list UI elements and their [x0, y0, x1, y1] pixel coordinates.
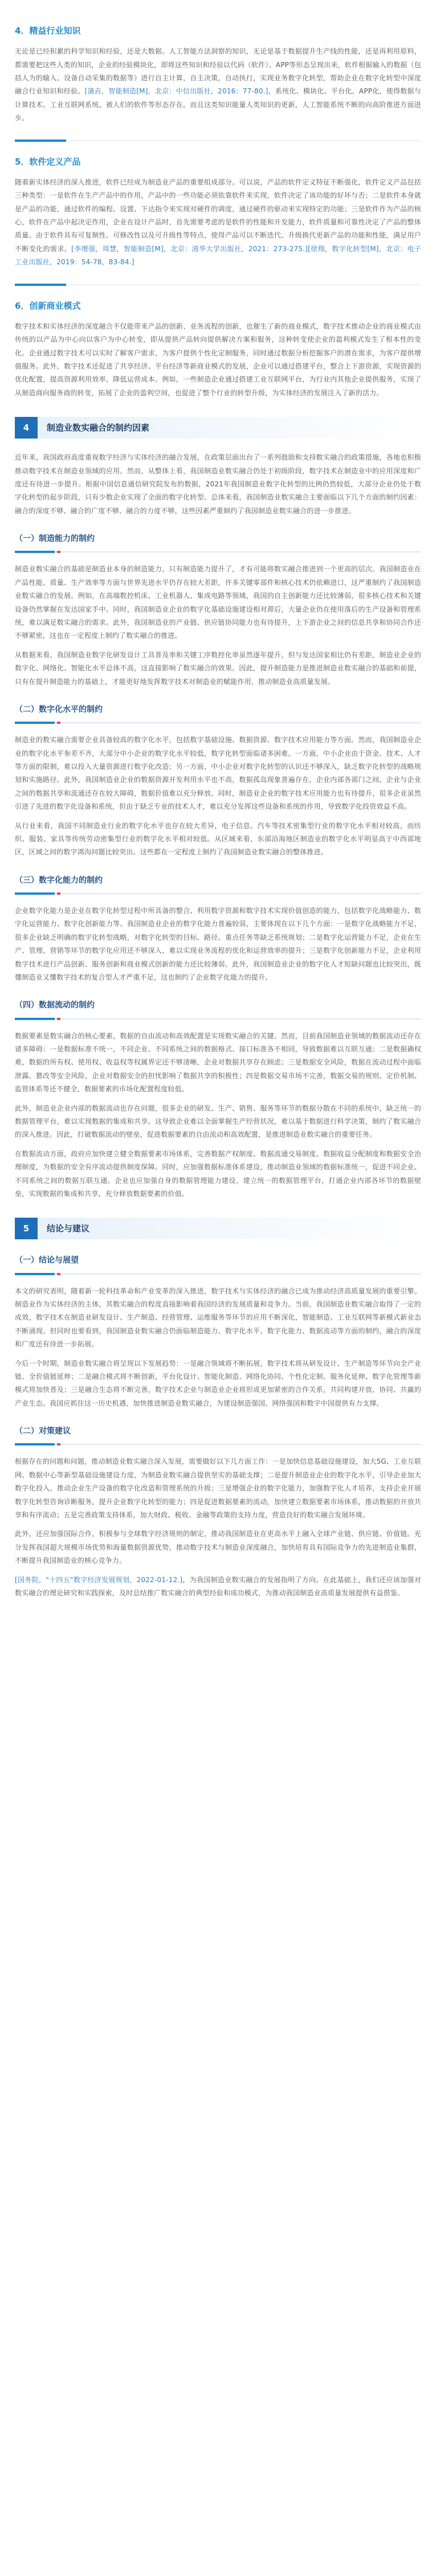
paragraph: 此外，还应加强国际合作，积极参与全球数字经济规则的制定，推动我国制造业在更高水平上融入全球产业链、供应链、价值链。充分发挥我国超大规模市场优势和海量数据资源优势，推动数字技术与制造业深度融合，加快培育具有国际竞争力的先进制造业集群，不断提升我国制造业的核心竞争力。 [15, 1530, 421, 1565]
section-heading-business-model: 6．创新商业模式 [15, 300, 81, 311]
subsection-title: （二）数字化水平的制约 [15, 705, 103, 714]
citation-link[interactable]: [李增强，周慧，智能制造[M]，北京：清华大学出版社，2021：273-275.] [71, 244, 308, 253]
subsection-underline [15, 893, 421, 894]
paragraph: 此外，制造业企业内部的数据流动也存在问题，很多企业的研发、生产、销售、服务等环节的数据分散在不同的系统中，缺乏统一的数据管理平台，难以实现数据的集成和共享。这导致企业难以全面掌握生产经营状况，难以基于数据进行科学决策，制约了数实融合的深入推进。因此，打破数据流动的壁垒，促进数据要素的自由流动和高效配置，是推进制造业数实融合的重要任务。 [15, 1104, 421, 1139]
chapter-title: 制造业数实融合的制约因素 [47, 422, 150, 433]
subsection-header [15, 873, 421, 894]
paragraph: 制造业数实融合的基础是制造业本身的制造能力，只有制造能力提升了，才有可能将数实融合推进到一个更高的层次。我国制造业在产品性能、质量、生产效率等方面与世界先进水平仍存在较大差距，许多关键零部件和核心技术仍依赖进口，这严重制约了我国制造业数实融合的发展。例如，在高端数控机床、工业机器人、集成电路等领域，我国的自主创新能力还比较薄弱，很多核心技术和关键设备仍然掌握在发达国家手中。同时，我国制造业企业的数字化基础设施建设相对滞后，大量企业仍在使用落后的生产设备和管理系统，难以满足数实融合的需求。此外，我国制造业的产业链、供应链协同能力也有待提升，上下游企业之间的信息共享和协同合作还不够紧密，这也在一定程度上制约了数实融合的推进。 [15, 565, 421, 640]
paragraph: 本文的研究表明，随着新一轮科技革命和产业变革的深入推进，数字技术与实体经济的融合已成为推动经济高质量发展的重要引擎。制造业作为实体经济的主体，其数实融合的程度直接影响着我国经济的发展质量和竞争力。当前，我国制造业数实融合取得了一定的成效，数字技术在制造业研发设计、生产制造、经营管理、运维服务等环节的应用不断深化，智能制造、工业互联网等新模式新业态不断涌现。但同时也要看到，我国制造业数实融合仍面临制造能力、数字化水平、数字化能力、数据流动等方面的制约，融合的深度和广度还有待进一步拓展。 [15, 1287, 421, 1349]
subsection-title: （一）制造能力的制约 [15, 534, 95, 544]
section-heading-industry-knowledge: 4．精益行业知识 [15, 26, 81, 36]
subsection-title: （四）数据流动的制约 [15, 1001, 95, 1010]
paragraph: 从行业来看，我国不同制造业行业的数字化水平也存在较大差异，电子信息、汽车等技术密集型行业的数字化水平相对较高，而纺织、服装、家具等传统劳动密集型行业的数字化水平相对较低。从区域来看，东部沿海地区制造业的数字化水平明显高于中西部地区，区域之间的数字鸿沟问题比较突出。这些都在一定程度上制约了我国制造业数实融合的整体推进。 [15, 821, 421, 857]
subsection-header [15, 702, 421, 723]
subsection-underline [15, 722, 421, 723]
subsection-underline [15, 551, 421, 552]
paragraph: [国务院，"十四五"数字经济发展规划，2022-01-12.]，为我国制造业数实融合的发展指明了方向。在此基础上，我们还应该加强对数实融合的理论研究和实践探索，及时总结推广数实融合的典型经验和成功模式，为推动我国制造业高质量发展提供有益借鉴。 [15, 1575, 421, 1597]
paragraph: 无论是已经积累的科学知识和经验，还是大数据、人工智能方法洞察的知识，无论是基于数据提升生产线的性能，还是再利用原料，都需要把这些人类的知识，企业的经验模块化，即将这些知识和经验以代码（软件）、APP等形态呈现出来，软件根据输入的数据（包括人为的输入、设备自动采集的数据等）进行自主计算，自主决策，自动执行，实现业务数字化转型，帮助企业在数字化转型中深度融合行业知识和经验。[蒲垚，智能制造[M]，北京：中信出版社，2016：77-80.]，系统化、模块化、平台化、APP化，使得数据与计算技术、工业互联网系统、被人们的软件等形态存在。而且这类知识能量人类知识的更新，人工智能系统不断的向高阶推进方面进步。 [15, 47, 421, 122]
chapter-title: 结论与建议 [47, 1223, 90, 1234]
section-divider [15, 140, 421, 141]
paragraph: 随着新实体经济的深入推进，软件已经成为制造业产品的重要组成部分。可以说，产品的软件定义特征不断强化，软件定义产品包括三种类型：一是软件在生产产品中的作用，产品中的一些功能必须依靠软件来实现，软件决定了该功能的好坏与否；二是软件本身就是产品的功能，通过软件的编程、设置、下达指令来实现对硬件的调度，通过硬件的驱动来实现特定的功能；三是软件作为产品的核心，软件在产品中起决定作用，企业在设计产品时，首先需要考虑的是软件的性能和开发能力，软件质量和可靠性决定了产品的整体质量。由于软件具有可复制性、可修改性以及可升级性等特点，使得产品可以不断迭代、升级换代更新产品的功能和性能，满足用户不断变化的需求。[李增强，周慧，智能制造[M]，北京：清华大学出版社，2021：273-275.][徐翔，数字化转型[M]，北京：电子工业出版社，2019：54-78，83-84.] [15, 178, 421, 267]
chapter-header-4 [15, 417, 421, 439]
chapter-number: 5 [15, 1218, 38, 1239]
chapter-header-5 [15, 1218, 421, 1239]
subsection-underline [15, 1273, 421, 1275]
subsection-header [15, 1424, 421, 1445]
subsection-underline [15, 1444, 421, 1445]
paragraph: 在数据流动方面，政府应加快建立健全数据要素市场体系，完善数据产权制度、数据流通交易制度、数据收益分配制度和数据安全治理制度，为数据的安全有序流动提供制度保障。同时，应加强数据标准体系建设，推动制造业领域的数据标准统一，促进不同企业、不同系统之间的数据互联互通。企业也应加强自身的数据管理能力建设，建立统一的数据管理平台，打通企业内部各环节的数据壁垒，实现数据的集成和共享，充分释放数据要素的价值。 [15, 1149, 421, 1198]
paragraph: 制造业的数实融合需要企业具备较高的数字化水平，包括数字基础设施、数据资源、数字技术应用能力等方面。然而，我国制造业企业的数字化水平参差不齐，大部分中小企业的数字化水平较低，数字化转型面临诸多困难。一方面，中小企业由于资金、技术、人才等方面的限制，难以投入大量资源进行数字化改造；另一方面，中小企业对数字化转型的认识还不够深入，缺乏数字化转型的战略规划和实施路径。此外，我国制造业企业的数据资源开发利用水平也不高，数据孤岛现象普遍存在，企业内部各部门之间、企业与企业之间的数据共享和流通还存在较大障碍，数据价值难以充分释放。同时，制造业企业的数字技术应用能力也有待提升，很多企业虽然引进了先进的数字化设备和系统，但由于缺乏专业的技术人才，难以充分发挥这些设备和系统的作用，导致数字化投资效益不高。 [15, 736, 421, 811]
subsection-underline [15, 1018, 421, 1019]
subsection-header [15, 998, 421, 1019]
paragraph: 数据要素是数实融合的核心要素，数据的自由流动和高效配置是实现数实融合的关键。然而，目前我国制造业领域的数据流动还存在诸多障碍：一是数据标准不统一，不同企业、不同系统之间的数据格式、接口标准各不相同，导致数据难以互联互通；二是数据确权难，数据的所有权、使用权、收益权等权属界定还不够清晰，企业对数据共享存在顾虑；三是数据安全风险，数据在流动过程中面临泄露、篡改等安全风险，企业对数据安全的担忧影响了数据共享的积极性；四是数据交易市场不完善，数据交易的规则、定价机制、监管体系等还不健全，数据要素的市场化配置程度较低。 [15, 1031, 421, 1094]
subsection-title: （三）数字化能力的制约 [15, 875, 103, 885]
paragraph: 从数据来看，我国制造业数字化研发设计工具普及率和关键工序数控化率虽然逐年提升，但与发达国家相比仍有差距，制造业企业的数字化、网络化、智能化水平总体不高，这直接影响了数实融合的效果。因此，提升制造能力是推进制造业数实融合的基础和前提，只有在提升制造能力的基础上，才能更好地发挥数字技术对制造业的赋能作用，推动制造业高质量发展。 [15, 650, 421, 686]
paragraph: 今后一个时期，制造业数实融合将呈现以下发展趋势：一是融合领域将不断拓展，数字技术将从研发设计、生产制造等环节向全产业链、全价值链延伸；二是融合模式将不断创新，平台化设计、智能化制造、网络化协同、个性化定制、服务化延伸、数字化管理等新模式将加快普及；三是融合生态将不断完善，数字技术企业与制造业企业将形成更加紧密的合作关系，共同构建开放、协同、共赢的产业生态。我国应抓住这一历史机遇，加快推进制造业数实融合，为建设制造强国、网络强国和数字中国提供有力支撑。 [15, 1359, 421, 1407]
chapter-number: 4 [15, 417, 38, 439]
subsection-title: （二）对策建议 [15, 1427, 71, 1436]
subsection-header [15, 531, 421, 552]
subsection-title: （一）结论与展望 [15, 1256, 79, 1266]
paragraph: 根据存在的问题和问题，推动制造业数实融合深入发展，需要做好以下几方面工作：一是加快信息基础设施建设，加大5G、工业互联网、数据中心等新型基础设施建设力度，为制造业数实融合提供坚实的基础支撑；二是提升制造业企业的数字化水平，引导企业加大数字化投入，推动企业生产设备的数字化改造和管理系统的升级；三是增强企业的数字化能力，加强数字化人才培养，支持企业开展数字化转型咨询诊断服务，提升企业数字化转型的能力；四是促进数据要素的流动，加快建立数据要素市场体系，推动数据的开放共享和有序流动；五是完善政策支持体系，加大财政、税收、金融等政策的支持力度，营造良好的数实融合发展环境。 [15, 1457, 421, 1520]
section-divider [15, 284, 421, 285]
subsection-header [15, 1253, 421, 1274]
paragraph: 企业数字化能力是企业在数字化转型过程中所具备的整合、利用数字资源和数字技术实现价值创造的能力，包括数字化战略能力、数字化运营能力、数字化创新能力等。我国制造业企业的数字化能力普遍较弱，主要体现在以下几个方面：一是数字化战略能力不足，很多企业缺乏明确的数字化转型战略，对数字化转型的目标、路径、重点任务等缺乏系统规划；二是数字化运营能力不足，企业在生产、管理、营销等环节的数字化应用还不够深入，难以实现业务流程的优化和运营效率的提升；三是数字化创新能力不足，企业利用数字技术进行产品创新、服务创新和商业模式创新的能力还比较薄弱。此外，我国制造业企业的数字化人才短缺问题也比较突出，既懂制造业又懂数字技术的复合型人才严重不足，这也制约了企业数字化能力的提升。 [15, 907, 421, 981]
citation-link[interactable]: [蒲垚，智能制造[M]，北京：中信出版社，2016：77-80.] [84, 87, 268, 96]
citation-link[interactable]: [国务院，"十四五"数字经济发展规划，2022-01-12.] [15, 1575, 183, 1584]
section-heading-software-defined-product: 5．软件定义产品 [15, 156, 81, 167]
citation-link[interactable]: [徐翔，数字化转型[M]，北京：电子工业出版社，2019：54-78，83-84.] [15, 244, 421, 267]
paragraph: 近年来，我国政府高度重视数字经济与实体经济的融合发展，在政策层面出台了一系列鼓励和支持数实融合的政策措施，各地也积极推动数字技术在制造业领域的应用。然而，从整体上看，我国制造业数实融合仍处于初级阶段，数字技术在制造业中的应用深度和广度还有待进一步提升。根据中国信息通信研究院发布的数据，2021年我国制造业数字化转型的比例仍然较低，大部分企业仍处于数字化转型的起步阶段，只有少数企业实现了全面的数字化转型。总体来看，我国制造业数实融合主要面临以下几个方面的制约因素：融合的深度不够、融合的广度不够、融合的力度不够，这些因素严重制约了我国制造业数实融合的进一步推进。 [15, 453, 421, 515]
paragraph: 数字技术和实体经济的深度融合不仅能带来产品的创新、业务流程的创新，也催生了新的商业模式，数字技术推动企业的商业模式由传统的以产品为中心向以客户为中心转变，即从提供产品转向提供解决方案和服务，这种转变使企业的盈利模式发生了根本性的变化。企业通过数字技术可以实时了解客户需求，为客户提供个性化定制服务，同时通过数据分析挖掘客户的潜在需求，为客户提供增值服务。此外，数字技术还促进了共享经济、平台经济等新商业模式的发展，企业可以通过搭建平台，整合上下游资源，实现资源的优化配置，提高资源利用效率，降低运营成本。例如，一些制造企业通过搭建工业互联网平台，为行业内其他企业提供服务，实现了从制造商向服务商的转变，拓展了企业的盈利空间，也促进了整个行业的转型升级，为实体经济的发展注入了新的活力。 [15, 322, 421, 397]
